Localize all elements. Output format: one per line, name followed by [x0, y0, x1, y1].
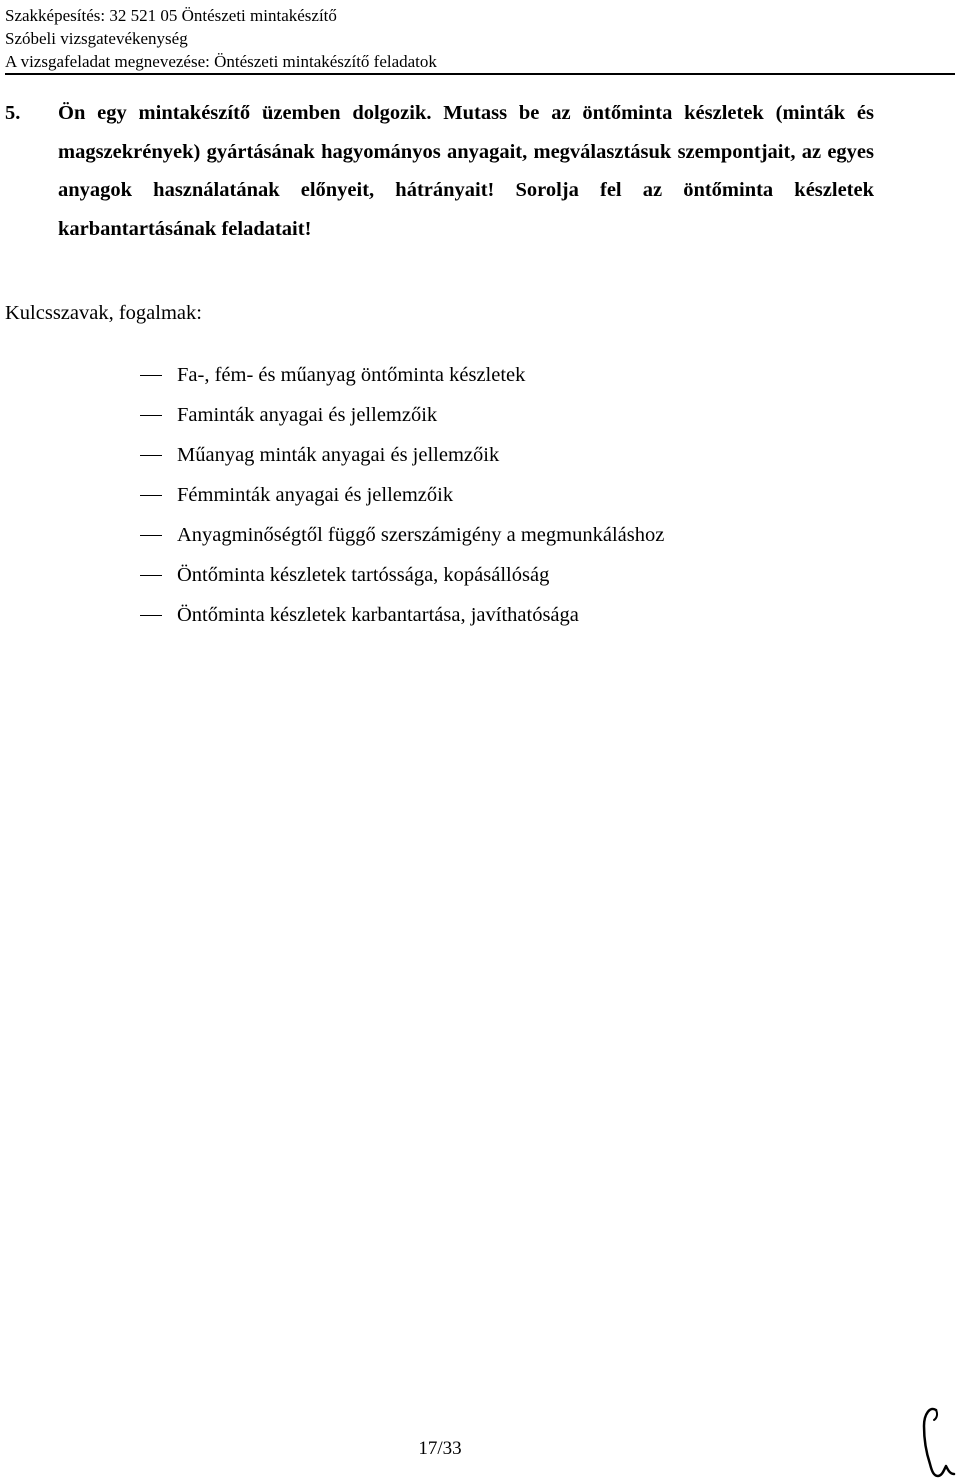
- keywords-list: [140, 360, 664, 640]
- keyword-text: Faminták anyagai és jellemzőik: [177, 404, 438, 426]
- header-qualification: Szakképesítés: 32 521 05 Öntészeti mintakészítő: [5, 6, 337, 25]
- keywords-label: Kulcsszavak, fogalmak:: [5, 302, 202, 324]
- keyword-text: Öntőminta készletek tartóssága, kopásállóság: [177, 564, 550, 586]
- dash-bullet-icon: [140, 415, 162, 416]
- header-divider: [5, 73, 955, 75]
- dash-bullet-icon: [140, 535, 162, 536]
- dash-bullet-icon: [140, 455, 162, 456]
- list-item: [140, 440, 664, 480]
- page-number: 17/33: [418, 1438, 462, 1459]
- dash-bullet-icon: [140, 575, 162, 576]
- dash-bullet-icon: [140, 495, 162, 496]
- keyword-text: Öntőminta készletek karbantartása, javíthatósága: [177, 604, 579, 626]
- page-header: [5, 4, 437, 73]
- keyword-text: Fémminták anyagai és jellemzőik: [177, 484, 454, 506]
- list-item: [140, 520, 664, 560]
- keyword-text: Anyagminőségtől függő szerszámigény a megmunkáláshoz: [177, 524, 665, 546]
- task-description: Ön egy mintakészítő üzemben dolgozik. Mutass be az öntőminta készletek (minták és magszekrények) gyártásának hagyományos anyagait, megválasztásuk szempontjait, az egyes anyagok használatának előnyeit, hátrányait! Sorolja fel az öntőminta készletek karbantartásának feladatait!: [58, 102, 874, 240]
- list-item: [140, 600, 664, 640]
- list-item: [140, 360, 664, 400]
- task-number: 5.: [5, 102, 21, 124]
- list-item: [140, 560, 664, 600]
- keyword-text: Műanyag minták anyagai és jellemzőik: [177, 444, 500, 466]
- header-task-title: A vizsgafeladat megnevezése: Öntészeti mintakészítő feladatok: [5, 52, 437, 71]
- handwritten-signature: [916, 1404, 956, 1480]
- list-item: [140, 480, 664, 520]
- keyword-text: Fa-, fém- és műanyag öntőminta készletek: [177, 364, 526, 386]
- dash-bullet-icon: [140, 615, 162, 616]
- list-item: [140, 400, 664, 440]
- dash-bullet-icon: [140, 375, 162, 376]
- header-exam-type: Szóbeli vizsgatevékenység: [5, 29, 188, 48]
